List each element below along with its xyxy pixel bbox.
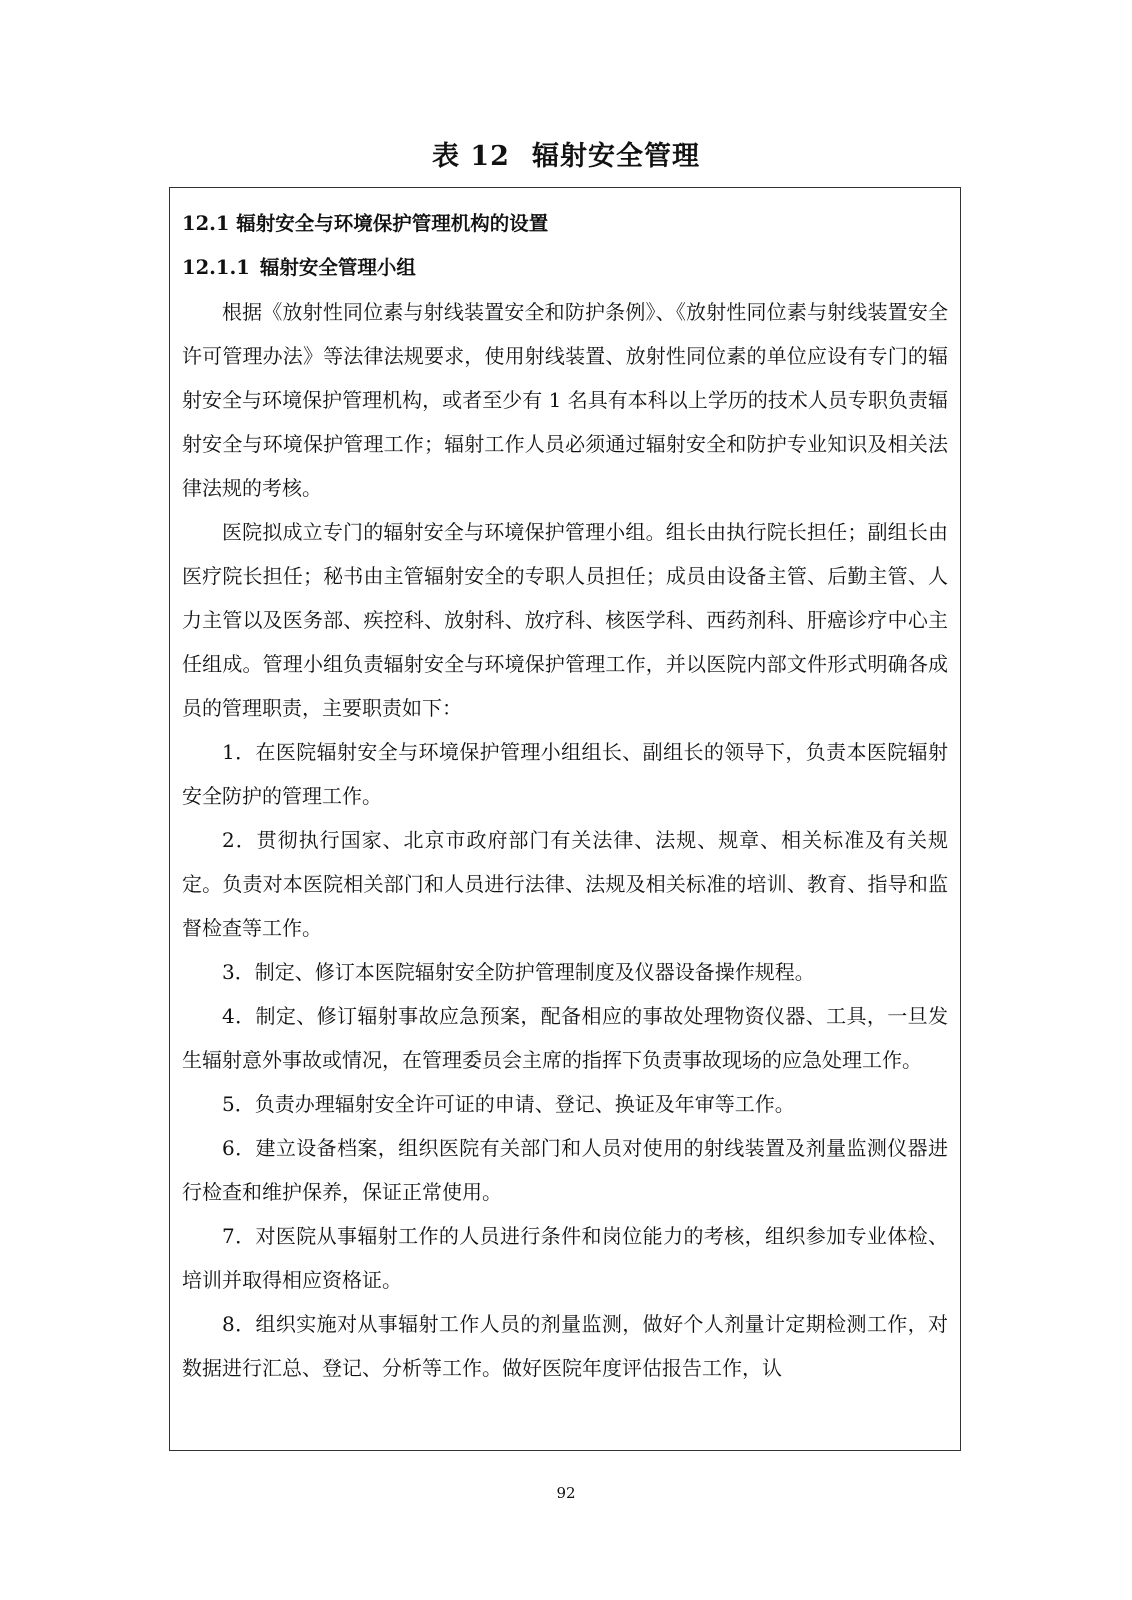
- table-title: 辐射安全管理: [531, 141, 700, 172]
- table-label: 表 12: [432, 141, 510, 172]
- list-item: 8．组织实施对从事辐射工作人员的剂量监测，做好个人剂量计定期检测工作，对数据进行汇总、登记、分析等工作。做好医院年度评估报告工作，认: [182, 1312, 948, 1380]
- page-number: 92: [556, 1484, 576, 1502]
- section-title: 辐射安全与环境保护管理机构的设置: [236, 212, 549, 235]
- list-item: 7．对医院从事辐射工作的人员进行条件和岗位能力的考核，组织参加专业体检、培训并取得相应资格证。: [182, 1224, 948, 1292]
- subsection-heading: [182, 246, 948, 290]
- section-heading: [182, 202, 948, 246]
- subsection-title: 辐射安全管理小组: [259, 256, 416, 279]
- list-item: 5．负责办理辐射安全许可证的申请、登记、换证及年审等工作。: [222, 1092, 795, 1116]
- list-item: 3．制定、修订本医院辐射安全防护管理制度及仪器设备操作规程。: [222, 960, 815, 984]
- list-item: 2．贯彻执行国家、北京市政府部门有关法律、法规、规章、相关标准及有关规定。负责对本医院相关部门和人员进行法律、法规及相关标准的培训、教育、指导和监督检查等工作。: [182, 828, 948, 940]
- list-item: 6．建立设备档案，组织医院有关部门和人员对使用的射线装置及剂量监测仪器进行检查和维护保养，保证正常使用。: [182, 1136, 948, 1204]
- section-number: 12.1: [182, 212, 230, 235]
- subsection-number: 12.1.1: [182, 256, 250, 279]
- page-title: [0, 134, 1132, 173]
- list-item: 4．制定、修订辐射事故应急预案，配备相应的事故处理物资仪器、工具，一旦发生辐射意外事故或情况，在管理委员会主席的指挥下负责事故现场的应急处理工作。: [182, 1004, 948, 1072]
- list-item: 1．在医院辐射安全与环境保护管理小组组长、副组长的领导下，负责本医院辐射安全防护的管理工作。: [182, 740, 948, 808]
- paragraph: 医院拟成立专门的辐射安全与环境保护管理小组。组长由执行院长担任；副组长由医疗院长担任；秘书由主管辐射安全的专职人员担任；成员由设备主管、后勤主管、人力主管以及医务部、疾控科、放射科、放疗科、核医学科、西药剂科、肝癌诊疗中心主任组成。管理小组负责辐射安全与环境保护管理工作，并以医院内部文件形式明确各成员的管理职责，主要职责如下：: [182, 520, 948, 720]
- paragraph: 根据《放射性同位素与射线装置安全和防护条例》、《放射性同位素与射线装置安全许可管理办法》等法律法规要求，使用射线装置、放射性同位素的单位应设有专门的辐射安全与环境保护管理机构，或者至少有 1 名具有本科以上学历的技术人员专职负责辐射安全与环境保护管理工作；辐射工作人员必须通过辐射安全和防护专业知识及相关法律法规的考核。: [182, 300, 948, 500]
- content-box: [169, 187, 961, 1451]
